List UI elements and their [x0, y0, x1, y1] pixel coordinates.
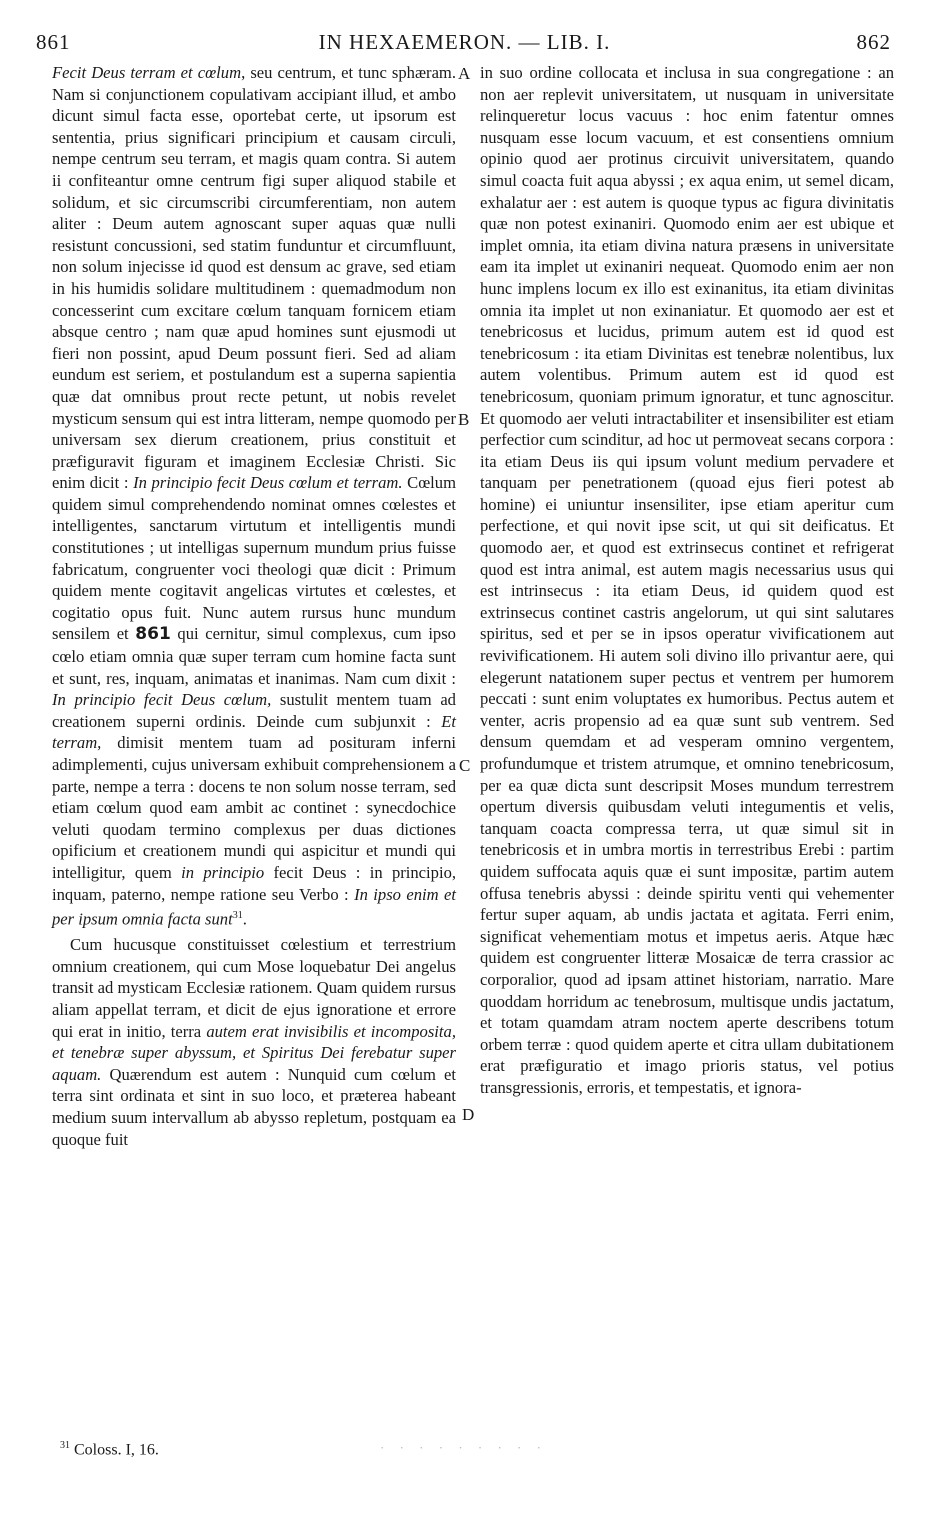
italic-phrase: Et terram, [52, 711, 456, 753]
text-run: Cœlum quidem simul comprehendendo nominat omnes cœlestes et intelligentes, sanctarum virtutum et intelligentis mundi constitutiones ; ut intelligas supernum mundum prius fuisse fabricatum, congruenter voci theologi quæ dicit : Primum quidem mente cogitavit angelicas virtutes et cœlestes, et cogitatio opus fuit. Nunc autem rursus hunc mundum sensilem et [52, 473, 456, 644]
text-run: Quærendum est autem : Nunquid cum cœlum et terra sint ordinata et sint in suo loco, et præterea habeant medium suum intervallum ab abysso repletum, postquam ea quoque fuit [52, 1064, 456, 1149]
italic-phrase: in principio [181, 862, 265, 882]
bleed-through-marks: · · · · · · · · · [380, 1440, 547, 1455]
left-column [52, 62, 456, 1150]
text-run: qui cernitur, simul complexus, cum ipso cœlo etiam omnia quæ super terram cum homine facta sunt et sunt, res, inquam, animatas et inanimas. Nam cum dixit : [52, 624, 456, 688]
text-run: dimisit mentem tuam ad posituram inferni adimplementi, cujus universam exhibuit comprehensionem a parte, nempe a terra : docens te non solum nosse terram, sed etiam cœlum quod eam ambit ac continet : synecdochice veluti quodam termino complexus per duas dictiones opificium et creationem mundi qui aspicitur et mundi qui intelligitur, quem [52, 733, 456, 882]
paragraph-right: in suo ordine collocata et inclusa in sua congregatione : an non aer replevit universitatem, ut nusquam in universitate relinqueretur locus vacuus : hoc enim fatentur omnes nusquam esse locum vacuum, et est consentiens omnium opinio quod aer protinus circuivit universitatem, quando simul coacta fuit aqua abyssi ; ex aqua enim, ut semel dicam, exhalatur aer : est autem is quoque typus ac figura divinitatis quæ non potest exinaniri. Quomodo enim aer est ubique et implet omnia, ita etiam divina natura præsens in universitate eam ita implet ut exinaniri nequeat. Quomodo enim aer non hunc implens locum ex illo est exinanitus, ita etiam divinitas omnia ita implet ut non exinaniatur. Et quomodo aer est et tenebricosus et lucidus, primum autem est id quod est tenebricosum : ita etiam Divinitas est tenebræ nolentibus, lux autem volentibus. Primum autem est id quod est tenebricosum, quoniam primum ignoratur, et tunc agnoscitur. Et quomodo aer veluti intractabiliter et insensibiliter est etiam perfectior cum scinditur, ad hoc ut permoveat secans corpora : ita etiam Deus iis qui ipsum volunt medium pervadere et tanquam per penetrationem (quoad ejus fieri potest ab homine) ei uniuntur insensiliter, ipse etiam aperitur cum perfectione, et qui novit ipse scit, ut qui sit deificatus. Et quomodo aer, et quod est extrinsecus continet et refrigerat quod est intra animal, est autem magis necessarius usus qui est intrinsecus : ita etiam Deus, id quidem quod est extrinsecus continet castris angelorum, ut qui sint salutares spiritus, sed et per se in ipsos operatur vivificationem aut revivificationem. Hi autem soli divino illo privantur aere, qui elegerunt natationem super pectus et ventrem per humorem peccati : sunt enim voluptates ex humoribus. Pectus autem et venter, acris propensio ad ea quæ sunt sub ventrem. Sed densum quemdam et ad vesperam omnino vergentem, profundumque et tristem atrumque, et omnino tenebricosum, per ea quæ dicta sunt descripsit Moses mundum terrestrem opertum diversis quibusdam veluti integumentis et velis, tanquam coacta compressa terra, ut quæ simul sit in tenebricosis et in umbra mortis in terrestribus Erebi : partim quidem suffocata aquis quæ ei sunt impositæ, partim autem offusa tenebris abyssi : deinde spiritu venti qui vehementer fertur super aquam, ab undis jactata et agitata. Ferri enim, significat vehementiam motus et impetus aeris. Atque hæc quidem est congruenter litteræ Mosaicæ de terra crassior ac corporalior, quod ad ipsam attinet historiam, narratio. Mare quoddam horridum ac tenebrosum, multisque undis jactatum, et totam quamdam atram noctem aperte describens totum orbem terræ : quod quidem aperte et citra ullam dubitationem erat præfiguratio et imago prioris status, vel potius transgressionis, erroris, et tempestatis, et ignora- [480, 63, 894, 1097]
text-run: . [242, 909, 247, 929]
italic-phrase: Fecit Deus terram et cœlum [52, 63, 242, 82]
right-column [480, 62, 894, 1099]
page-number-left: 861 [36, 30, 71, 54]
margin-marker-a: A [458, 64, 471, 83]
footnote-ref: 31 [232, 910, 243, 922]
page-number-right: 862 [856, 30, 891, 54]
italic-phrase: In principio fecit Deus cœlum et terram. [133, 473, 403, 493]
margin-marker-b: B [458, 410, 470, 429]
italic-phrase: In principio fecit Deus cœlum, [52, 690, 272, 710]
margin-marker-c: C [459, 756, 471, 775]
paragraph-2 [52, 934, 456, 1150]
running-title: IN HEXAEMERON. — LIB. I. [318, 30, 611, 54]
margin-marker-d: D [462, 1105, 475, 1124]
text-run: Cum hucusque constituisset cœlestium et terrestrium omnium creationem, qui cum Mose loquebatur Dei angelus transit ad mysticam Ecclesiæ rationem. Quam quidem rursus aliam appellat terram, et dicit de ejus ignoratione et errore qui erat in initio, terra [52, 935, 456, 1041]
text-run: fecit Deus : in principio, inquam, paterno, nempe ratione seu Verbo : [52, 862, 457, 904]
footnote-text: Coloss. I, 16. [74, 1441, 159, 1459]
running-header [0, 30, 929, 60]
footnote-number: 31 [60, 1440, 70, 1451]
paragraph-1 [52, 62, 456, 930]
footnote [60, 1440, 159, 1459]
column-number: 861 [135, 624, 171, 645]
italic-phrase: autem erat invisibilis et incomposita, et tenebræ super abyssum, et Spiritus Dei ferebatur super aquam. [52, 1021, 456, 1084]
italic-phrase: In ipso enim et per ipsum omnia facta sunt [52, 884, 457, 929]
text-run: sustulit mentem tuam ad creationem superni ordinis. Deinde cum subjunxit : [52, 690, 456, 731]
text-run: , seu centrum, et tunc sphæram. Nam si conjunctionem copulativam accipiant illud, et ambo dicunt simul facta esse, oportebat certe, ut ipsorum est sententia, prius significari principium et causam circuli, nempe centrum seu terram, et magis quam contra. Si autem ii confiteantur omne centrum figi super aliquod stabile et solidum, et sic circumscribi circumferentiam, non autem aliter : Deum autem agnoscant super aquas quæ nulli resistunt concussioni, sed statim funduntur et circumfluunt, non solum injecisse id quod est densum ac grave, sed etiam in his humidis solidare multitudinem : quemadmodum non concesserint cum excitare cœlum tanquam fornicem etiam absque centro ; nam quæ apud homines sunt ejusmodi ut fieri non possint, apud Deum possunt fieri. Sed ad aliam eundum est seriem, et postulandum est a superna sapientia quæ dat omnibus prout recte petunt, ut nobis revelet mysticum sensum qui est intra litteram, nempe quomodo per universam sex dierum creationem, prius constituit et præfiguravit figuram et imaginem Ecclesiæ Christi. Sic enim dicit : [52, 63, 456, 493]
